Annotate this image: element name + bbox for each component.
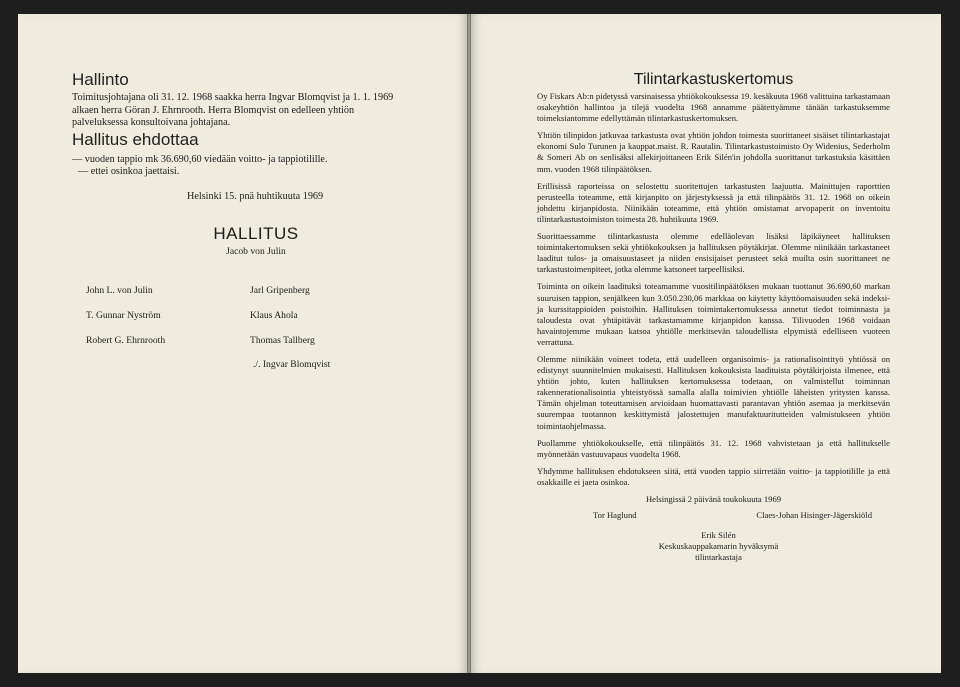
signature: John L. von Julin [86,284,153,296]
signature: Jarl Gripenberg [250,284,310,296]
signature: Tor Haglund [593,510,637,520]
report-paragraph: Puollamme yhtiökokoukselle, että tilinpäätös 31. 12. 1968 vahvistetaan ja että hallitukselle myönnetään vastuuvapaus vuodelta 1968. [537,437,890,459]
signature-row [72,310,424,335]
signature: T. Gunnar Nyström [86,309,161,321]
proposal-list [72,154,424,179]
report-paragraph: Yhdymme hallituksen ehdotukseen siitä, että vuoden tappio siirretään voitto- ja tappiotilille ja että osakkaille ei jaeta osinkoa. [537,465,890,487]
signature-row [72,335,424,360]
left-page [18,14,467,673]
signature: Claes-Johan Hisinger-Jägerskiöld [756,510,872,520]
audit-report-title: Tilintarkastuskertomus [633,71,794,88]
report-paragraph: Erillisissä raporteissa on selostettu suoritettujen tarkastusten laajuutta. Mainittujen raporttien perusteella toteamme, että kirjanpito on järjestyksessä ja että tilinpäätös 31. 12. 1968 on oikein johdettu kirjanpidosta. Niinikään toteamme, että yhtiön omistamat arvopaperit on inventoitu tilintarkastustoimiston toimesta 28. huhtikuuta 1969. [537,180,890,224]
board-title: HALLITUS [213,223,299,243]
auditor-signatures [537,510,890,520]
hallitus-ehdottaa-heading: Hallitus ehdottaa [72,129,199,149]
signature-row [72,285,424,310]
report-paragraph: Oy Fiskars Ab:n pidetyssä varsinaisessa yhtiökokouksessa 19. kesäkuuta 1968 valittuina tarkastamaan osakeyhtiön hallintoa ja tilejä vuodelta 1968 annamme päätettyämme tänään tarkastuksemme toimeksiantomme edellyttämän tilintarkastuskertomuksen. [537,91,890,124]
closing-place-date: Helsingissä 2 päivänä toukokuuta 1969 [645,494,782,504]
report-paragraph: Olemme niinikään voineet todeta, että uudelleen organisoimis- ja rationalisointityö yhtiössä on edistynyt suunnitelmien mukaisesti. Hallituksen kokouksista laadituista pöytäkirjoista ilmenee, että yhtiön johto, kuten hallituksen kertomuksessa todetaan, on valmistellut toiminnan rakennerationalisointia yhteistyössä samalla alalla toimivien yhtiölle läheisten yritysten kanssa. Tämän ohjelman toteuttamisen arvioidaan huomattavasti parantavan yhtiön asemaa ja merkitsevän suurempaa tuotannon keskittymistä jalostettujen manufaktuuritutteiden valmistukseen yhtiön toimintaohjelmassa. [537,353,890,431]
auditor-name: Erik Silén [701,530,736,540]
signature: Robert G. Ehrnrooth [86,334,166,346]
signature: Klaus Ahola [250,309,298,321]
auditor-role: Keskuskauppakamarin hyväksymä [658,541,779,551]
proposal-item: — vuoden tappio mk 36.690,60 viedään voitto- ja tappiotilille. [72,153,328,165]
proposal-item: — ettei osinkoa jaettaisi. [78,166,180,178]
board-signatures [72,285,424,370]
right-page [471,14,941,673]
board-chair: Jacob von Julin [226,245,286,257]
hallinto-text: Toimitusjohtajana oli 31. 12. 1968 saakka herra Ingvar Blomqvist ja 1. 1. 1969 alkaen herra Göran J. Ehrnrooth. Herra Blomqvist on edelleen yhtiön palveluksessa konsultoivana johtajana. [72,92,394,129]
hallinto-heading: Hallinto [72,70,129,89]
report-paragraph: Yhtiön tilinpidon jatkuvaa tarkastusta ovat yhtiön johdon toimesta suorittaneet sisäiset tilintarkastajat ekonomi Sulo Turunen ja kauppat.maist. R. Rautalin. Tilintarkastustoimisto Oy Widenius, Sederholm & Someri Ab on senlisäksi allekirjoittaneen Erik Silén'in johdolla suorittanut tarkastuksia käsittäen mm. vuoden 1968 tilinpäätöksen. [537,130,890,174]
auditor-block [547,530,890,563]
report-paragraph: Toiminta on oikein laadituksi toteamamme vuositilinpäätöksen mukaan tuottanut 36.690,60 markan suuruisen tappion, senjälkeen kun 3.050.230,06 markkaa on käytetty käyttöomaisuuden sekä indeksi- ja kurssitappioiden poistoihin. Hallituksen toimintakertomuksessa annetut tiedot toiminnasta ja taloudesta ovat yhtäpitävät tarkastamamme kirjanpidon kanssa. Tilivuoden 1968 voidaan havaintojemme mukaan katsoa yhtiölle merkitsevän taloudellista elpymistä edelliseen vuoteen verrattuna. [537,281,890,347]
report-paragraph: Suorittaessamme tilintarkastusta olemme edelläolevan lisäksi läpikäyneet hallituksen toimintakertomuksen sekä yhtiökokouksen ja hallituksen pöytäkirjat. Olemme niinikään tarkastaneet laaditut tulos- ja omaisuustaseet ja niiden ensisijaiset perusteet sekä muilta osin suorittaneet ne tarkastustoimenpiteet, jotka olemme katsoneet tarpeellisiksi. [537,231,890,275]
place-date: Helsinki 15. pnä huhtikuuta 1969 [187,190,324,202]
auditor-role: tilintarkastaja [695,552,742,562]
signature: Thomas Tallberg [250,334,315,346]
signature: ./. Ingvar Blomqvist [253,358,331,370]
